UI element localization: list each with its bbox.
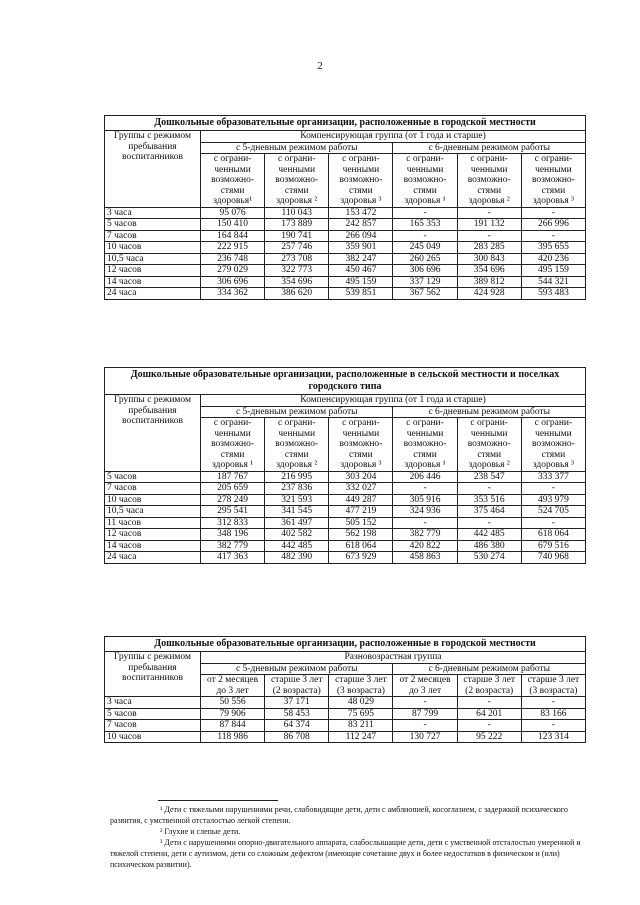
table-row xyxy=(105,288,586,300)
table-cell: 150 410 xyxy=(201,219,265,231)
table-cell: 110 043 xyxy=(265,207,329,219)
table-cell: 486 380 xyxy=(457,540,521,552)
row-label: 5 часов xyxy=(105,219,201,231)
table-cell: 530 274 xyxy=(457,552,521,564)
table-cell: 306 696 xyxy=(393,265,457,277)
table-cell: 237 836 xyxy=(265,483,329,495)
table-cell: 458 863 xyxy=(393,552,457,564)
table-cell: 382 779 xyxy=(393,529,457,541)
row-label: 10 часов xyxy=(105,731,201,743)
table-cell: 266 094 xyxy=(329,230,393,242)
footnote-2: ² Глухие и слепые дети. xyxy=(160,827,241,836)
table-row xyxy=(105,494,586,506)
table-row xyxy=(105,230,586,242)
table-cell: 324 936 xyxy=(393,506,457,518)
table-cell: - xyxy=(393,230,457,242)
table-cell: 278 249 xyxy=(201,494,265,506)
table-cell: 164 844 xyxy=(201,230,265,242)
table-cell: 83 211 xyxy=(329,720,393,732)
column-header: старше 3 лет (3 возраста) xyxy=(329,675,393,697)
row-label: 14 часов xyxy=(105,276,201,288)
table-cell: 367 562 xyxy=(393,288,457,300)
table-cell: 79 906 xyxy=(201,708,265,720)
table-cell: 740 968 xyxy=(521,552,585,564)
table-title: Дошкольные образовательные организации, расположенные в городской местности xyxy=(105,637,586,652)
table-row xyxy=(105,242,586,254)
table-cell: 386 620 xyxy=(265,288,329,300)
table-cell: 361 497 xyxy=(265,517,329,529)
table-cell: 245 049 xyxy=(393,242,457,254)
table-cell: 505 152 xyxy=(329,517,393,529)
row-label: 14 часов xyxy=(105,540,201,552)
footnote-3: ³ Дети с нарушениями опорно-двигательного аппарата, слабослышащие дети, дети с умственной отсталостью умеренной и тяжелой степени, дети с аутизмом, дети со сложным дефектом (имеющие сочетание двух и более недостатков в физическом и (или) психическом развитии). xyxy=(110,838,581,869)
column-header: от 2 месяцев до 3 лет xyxy=(393,675,457,697)
table-cell: 562 198 xyxy=(329,529,393,541)
table-cell: 450 467 xyxy=(329,265,393,277)
table-cell: - xyxy=(393,517,457,529)
table-cell: - xyxy=(521,720,585,732)
row-label: 11 часов xyxy=(105,517,201,529)
table-cell: 86 708 xyxy=(265,731,329,743)
table-cell: 87 844 xyxy=(201,720,265,732)
table-cell: 205 659 xyxy=(201,483,265,495)
table-cell: 420 822 xyxy=(393,540,457,552)
table-rural-compensating xyxy=(104,367,586,564)
row-header-label: Группы с режимом пребывания воспитанников xyxy=(105,395,201,472)
table-cell: 305 916 xyxy=(393,494,457,506)
column-header: с ограни-ченными возможно-стями здоровья ¹ xyxy=(393,418,457,472)
subheader-5day: с 5-дневным режимом работы xyxy=(201,142,393,154)
table-cell: 544 321 xyxy=(521,276,585,288)
table-cell: 442 485 xyxy=(457,529,521,541)
table-row xyxy=(105,253,586,265)
table-cell: 236 748 xyxy=(201,253,265,265)
table-cell: 260 265 xyxy=(393,253,457,265)
table-cell: - xyxy=(521,697,585,709)
table-cell: 424 928 xyxy=(457,288,521,300)
table-title: Дошкольные образовательные организации, расположенные в городской местности xyxy=(105,116,586,131)
footnote-1: ¹ Дети с тяжелыми нарушениями речи, слабовидящие дети, дети с амблиопией, косоглазием, с задержкой психического развития, с умственной отсталостью легкой степени. xyxy=(110,805,568,825)
table-cell: 354 696 xyxy=(265,276,329,288)
table-cell: 222 915 xyxy=(201,242,265,254)
table-cell: 353 516 xyxy=(457,494,521,506)
table-cell: 48 029 xyxy=(329,697,393,709)
table-row xyxy=(105,207,586,219)
table-cell: 206 446 xyxy=(393,471,457,483)
table-cell: 257 746 xyxy=(265,242,329,254)
table-cell: 673 929 xyxy=(329,552,393,564)
subheader-6day: с 6-дневным режимом работы xyxy=(393,142,586,154)
table-cell: 153 472 xyxy=(329,207,393,219)
table-cell: 322 773 xyxy=(265,265,329,277)
table-cell: 402 582 xyxy=(265,529,329,541)
table-cell: 279 029 xyxy=(201,265,265,277)
row-header-label: Группы с режимом пребывания воспитанников xyxy=(105,652,201,697)
table-cell: 191 132 xyxy=(457,219,521,231)
table-row xyxy=(105,506,586,518)
table-cell: 95 076 xyxy=(201,207,265,219)
table-cell: 118 986 xyxy=(201,731,265,743)
table-cell: 359 901 xyxy=(329,242,393,254)
table-cell: 618 064 xyxy=(521,529,585,541)
table-cell: 64 374 xyxy=(265,720,329,732)
table-cell: - xyxy=(521,483,585,495)
table-cell: 300 843 xyxy=(457,253,521,265)
column-header: с ограни-ченными возможно-стями здоровья ² xyxy=(265,154,329,208)
table-cell: 477 219 xyxy=(329,506,393,518)
table-row xyxy=(105,265,586,277)
table-row xyxy=(105,697,586,709)
column-header: с ограни-ченными возможно-стями здоровья ² xyxy=(457,418,521,472)
table-row xyxy=(105,471,586,483)
table-cell: 375 464 xyxy=(457,506,521,518)
table-cell: 123 314 xyxy=(521,731,585,743)
row-label: 5 часов xyxy=(105,471,201,483)
column-header: с ограни-ченными возможно-стями здоровья¹ xyxy=(201,154,265,208)
table-cell: 295 541 xyxy=(201,506,265,518)
table-cell: 306 696 xyxy=(201,276,265,288)
column-header: с ограни-ченными возможно-стями здоровья ¹ xyxy=(393,154,457,208)
table-cell: 482 390 xyxy=(265,552,329,564)
table-title: Дошкольные образовательные организации, расположенные в сельской местности и поселках городского типа xyxy=(105,368,586,395)
table-cell: 420 236 xyxy=(521,253,585,265)
column-header: старше 3 лет (2 возраста) xyxy=(457,675,521,697)
table-cell: 524 705 xyxy=(521,506,585,518)
table-cell: 389 812 xyxy=(457,276,521,288)
column-header: с ограни-ченными возможно-стями здоровья ³ xyxy=(521,418,585,472)
table-cell: 87 799 xyxy=(393,708,457,720)
table-cell: - xyxy=(393,697,457,709)
table-cell: 130 727 xyxy=(393,731,457,743)
table-cell: - xyxy=(457,483,521,495)
table-cell: - xyxy=(457,207,521,219)
table-cell: 354 696 xyxy=(457,265,521,277)
table-cell: 273 708 xyxy=(265,253,329,265)
column-header: с ограни-ченными возможно-стями здоровья ² xyxy=(265,418,329,472)
column-header: с ограни-ченными возможно-стями здоровья ³ xyxy=(521,154,585,208)
column-header: с ограни-ченными возможно-стями здоровья ¹ xyxy=(201,418,265,472)
table-cell: 173 889 xyxy=(265,219,329,231)
group-header: Разновозрастная группа xyxy=(201,652,586,664)
table-cell: - xyxy=(457,720,521,732)
table-cell: 618 064 xyxy=(329,540,393,552)
row-label: 3 часа xyxy=(105,207,201,219)
table-cell: 449 287 xyxy=(329,494,393,506)
table-cell: 539 851 xyxy=(329,288,393,300)
subheader-6day: с 6-дневным режимом работы xyxy=(393,663,586,675)
table-cell: 334 362 xyxy=(201,288,265,300)
table-urban-compensating xyxy=(104,115,586,300)
table-cell: 64 201 xyxy=(457,708,521,720)
column-header: старше 3 лет (2 возраста) xyxy=(265,675,329,697)
row-label: 7 часов xyxy=(105,230,201,242)
table-cell: 348 196 xyxy=(201,529,265,541)
table-cell: - xyxy=(457,697,521,709)
table-cell: 283 285 xyxy=(457,242,521,254)
table-cell: 216 995 xyxy=(265,471,329,483)
table-cell: - xyxy=(521,517,585,529)
column-header: старше 3 лет (3 возраста) xyxy=(521,675,585,697)
table-cell: 333 377 xyxy=(521,471,585,483)
table-cell: 495 159 xyxy=(521,265,585,277)
table-cell: 266 996 xyxy=(521,219,585,231)
group-header: Компенсирующая группа (от 1 года и старше) xyxy=(201,395,586,407)
table-cell: 495 159 xyxy=(329,276,393,288)
row-header-label: Группы с режимом пребывания воспитанников xyxy=(105,131,201,208)
table-row xyxy=(105,731,586,743)
table-cell: 238 547 xyxy=(457,471,521,483)
table-cell: 442 485 xyxy=(265,540,329,552)
row-label: 3 часа xyxy=(105,697,201,709)
table-cell: - xyxy=(393,720,457,732)
table-urban-mixed-age xyxy=(104,636,586,743)
column-header: от 2 месяцев до 3 лет xyxy=(201,675,265,697)
row-label: 12 часов xyxy=(105,265,201,277)
table-cell: - xyxy=(457,230,521,242)
table-row xyxy=(105,552,586,564)
table-cell: - xyxy=(393,483,457,495)
table-cell: 83 166 xyxy=(521,708,585,720)
table-cell: 312 833 xyxy=(201,517,265,529)
column-header: с ограни-ченными возможно-стями здоровья ³ xyxy=(329,418,393,472)
table-cell: 382 779 xyxy=(201,540,265,552)
table-cell: 50 556 xyxy=(201,697,265,709)
row-label: 24 часа xyxy=(105,552,201,564)
table-cell: 382 247 xyxy=(329,253,393,265)
table-cell: 37 171 xyxy=(265,697,329,709)
table-cell: 417 363 xyxy=(201,552,265,564)
table-cell: 165 353 xyxy=(393,219,457,231)
table-cell: - xyxy=(521,230,585,242)
column-header: с ограни-ченными возможно-стями здоровья ² xyxy=(457,154,521,208)
table-cell: 332 027 xyxy=(329,483,393,495)
table-cell: 337 129 xyxy=(393,276,457,288)
table-row xyxy=(105,708,586,720)
subheader-5day: с 5-дневным режимом работы xyxy=(201,406,393,418)
footnote-divider xyxy=(158,800,278,801)
row-label: 7 часов xyxy=(105,720,201,732)
table-row xyxy=(105,483,586,495)
table-cell: 187 767 xyxy=(201,471,265,483)
row-label: 7 часов xyxy=(105,483,201,495)
table-cell: 112 247 xyxy=(329,731,393,743)
table-cell: - xyxy=(521,207,585,219)
row-label: 24 часа xyxy=(105,288,201,300)
group-header: Компенсирующая группа (от 1 года и старше) xyxy=(201,131,586,143)
table-row xyxy=(105,276,586,288)
row-label: 10,5 часа xyxy=(105,506,201,518)
row-label: 5 часов xyxy=(105,708,201,720)
subheader-6day: с 6-дневным режимом работы xyxy=(393,406,586,418)
table-cell: 190 741 xyxy=(265,230,329,242)
table-cell: 303 204 xyxy=(329,471,393,483)
table-cell: 395 655 xyxy=(521,242,585,254)
table-cell: 493 979 xyxy=(521,494,585,506)
row-label: 10 часов xyxy=(105,242,201,254)
table-cell: 242 857 xyxy=(329,219,393,231)
table-cell: 593 483 xyxy=(521,288,585,300)
table-row xyxy=(105,529,586,541)
table-row xyxy=(105,219,586,231)
table-cell: - xyxy=(457,517,521,529)
table-cell: 341 545 xyxy=(265,506,329,518)
table-cell: 321 593 xyxy=(265,494,329,506)
table-cell: 75 695 xyxy=(329,708,393,720)
table-cell: 58 453 xyxy=(265,708,329,720)
footnotes xyxy=(110,804,586,870)
row-label: 10,5 часа xyxy=(105,253,201,265)
row-label: 10 часов xyxy=(105,494,201,506)
table-row xyxy=(105,720,586,732)
table-cell: 679 516 xyxy=(521,540,585,552)
subheader-5day: с 5-дневным режимом работы xyxy=(201,663,393,675)
table-cell: - xyxy=(393,207,457,219)
table-cell: 95 222 xyxy=(457,731,521,743)
column-header: с ограни-ченными возможно-стями здоровья ³ xyxy=(329,154,393,208)
table-row xyxy=(105,517,586,529)
table-row xyxy=(105,540,586,552)
page-number: 2 xyxy=(317,60,323,72)
row-label: 12 часов xyxy=(105,529,201,541)
